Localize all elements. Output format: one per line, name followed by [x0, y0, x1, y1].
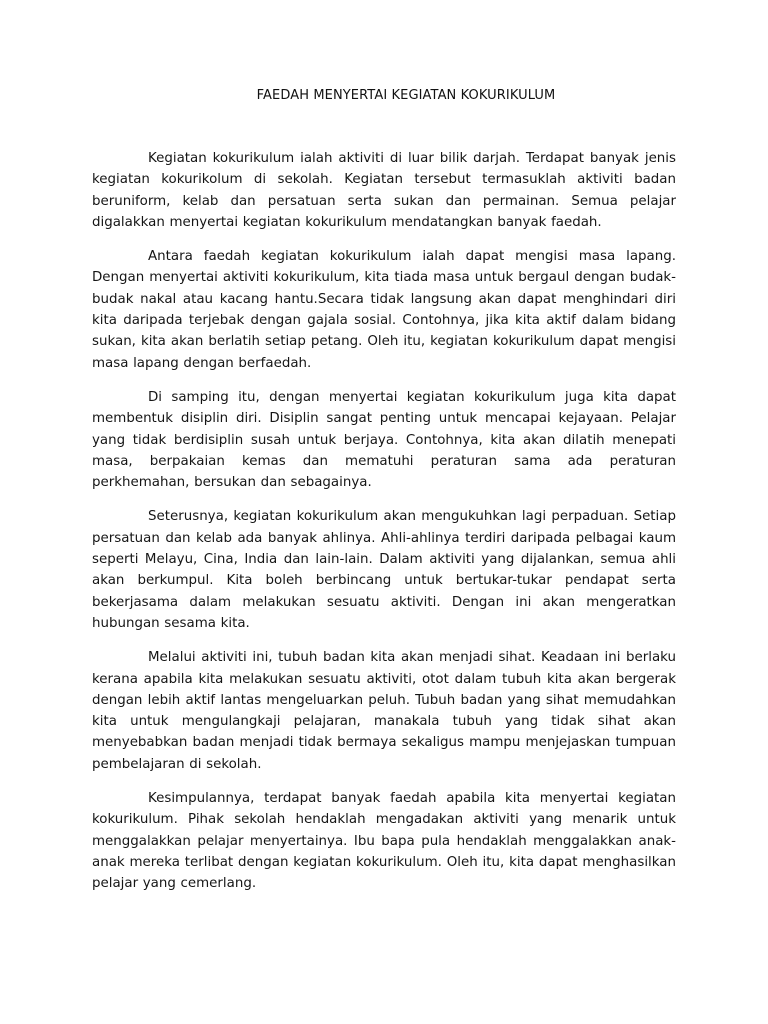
paragraph-5: Melalui aktiviti ini, tubuh badan kita akan menjadi sihat. Keadaan ini berlaku kerana apabila kita melakukan sesuatu aktiviti, otot dalam tubuh kita akan bergerak dengan lebih aktif lantas mengeluarkan peluh. Tubuh badan yang sihat memudahkan kita untuk mengulangkaji pelajaran, manakala tubuh yang tidak sihat akan menyebabkan badan menjadi tidak bermaya sekaligus mampu menjejaskan tumpuan pembelajaran di sekolah.: [92, 650, 676, 772]
document-body: [92, 148, 676, 908]
paragraph-6: Kesimpulannya, terdapat banyak faedah apabila kita menyertai kegiatan kokurikulum. Pihak sekolah hendaklah mengadakan aktiviti yang menarik untuk menggalakkan pelajar menyertainya. Ibu bapa pula hendaklah menggalakkan anak-anak mereka terlibat dengan kegiatan kokurikulum. Oleh itu, kita dapat menghasilkan pelajar yang cemerlang.: [92, 791, 676, 892]
paragraph-2: Antara faedah kegiatan kokurikulum ialah dapat mengisi masa lapang. Dengan menyertai aktiviti kokurikulum, kita tiada masa untuk bergaul dengan budak-budak nakal atau kacang hantu.Secara tidak langsung akan dapat menghindari diri kita daripada terjebak dengan gajala sosial. Contohnya, jika kita aktif dalam bidang sukan, kita akan berlatih setiap petang. Oleh itu, kegiatan kokurikulum dapat mengisi masa lapang dengan berfaedah.: [92, 249, 676, 371]
paragraph-1: Kegiatan kokurikulum ialah aktiviti di luar bilik darjah. Terdapat banyak jenis kegiatan kokurikolum di sekolah. Kegiatan tersebut termasuklah aktiviti badan beruniform, kelab dan persatuan serta sukan dan permainan. Semua pelajar digalakkan menyertai kegiatan kokurikulum mendatangkan banyak faedah.: [92, 151, 676, 230]
paragraph-3: Di samping itu, dengan menyertai kegiatan kokurikulum juga kita dapat membentuk disiplin diri. Disiplin sangat penting untuk mencapai kejayaan. Pelajar yang tidak berdisiplin susah untuk berjaya. Contohnya, kita akan dilatih menepati masa, berpakaian kemas dan mematuhi peraturan sama ada peraturan perkhemahan, bersukan dan sebagainya.: [92, 389, 676, 491]
paragraph-4: Seterusnya, kegiatan kokurikulum akan mengukuhkan lagi perpaduan. Setiap persatuan dan kelab ada banyak ahlinya. Ahli-ahlinya terdiri daripada pelbagai kaum seperti Melayu, Cina, India dan lain-lain. Dalam aktiviti yang dijalankan, semua ahli akan berkumpul. Kita boleh berbincang untuk bertukar-tukar pendapat serta bekerjasama dalam melakukan sesuatu aktiviti. Dengan ini akan mengeratkan hubungan sesama kita.: [92, 509, 676, 631]
document-title: FAEDAH MENYERTAI KEGIATAN KOKURIKULUM: [256, 88, 556, 103]
